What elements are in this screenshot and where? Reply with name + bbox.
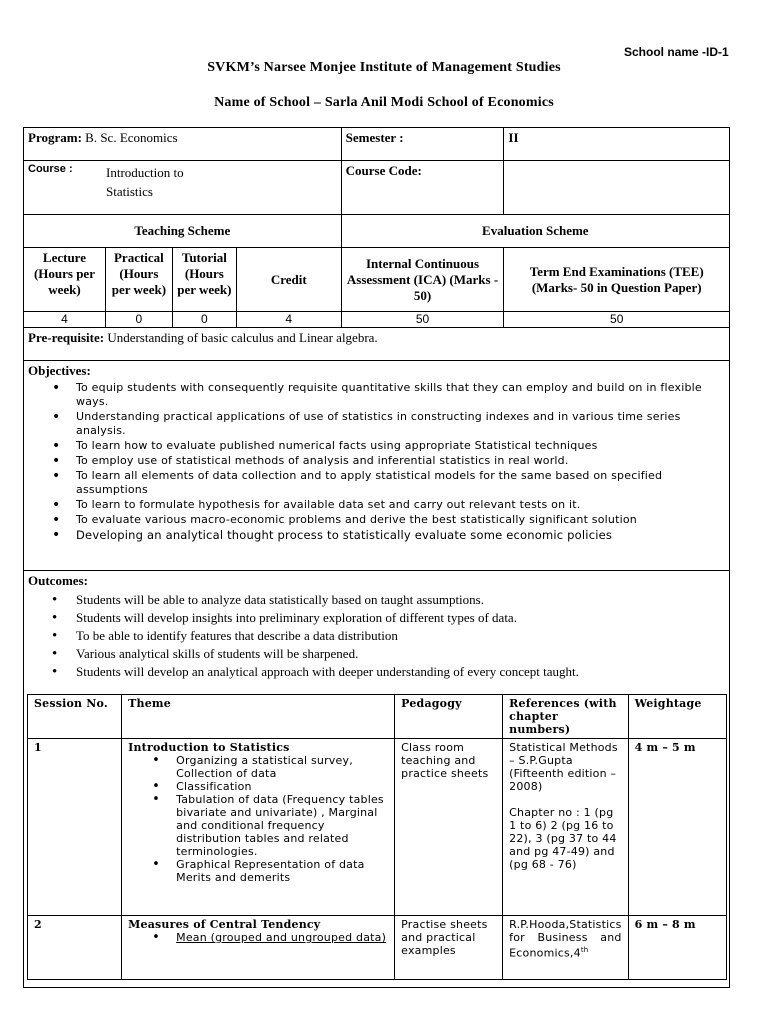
prerequisite-label: Pre-requisite: <box>28 330 105 345</box>
list-item: • Various analytical skills of students will be sharpened. <box>76 645 725 663</box>
list-item: • Organizing a statistical survey, Collection of data <box>176 754 388 780</box>
ica-value: 50 <box>341 312 504 328</box>
program-label: Program: <box>28 130 82 145</box>
list-item: • Students will develop an analytical approach with deeper understanding of every concept taught. <box>76 663 725 681</box>
list-item: • To equip students with consequently requisite quantitative skills that they can employ and build on in flexible ways. <box>76 381 725 409</box>
objectives-label: Objectives: <box>28 363 91 378</box>
weightage-cell: 4 m – 5 m <box>628 739 726 916</box>
session-no: 2 <box>28 916 122 980</box>
list-item: • To evaluate various macro-economic problems and derive the best statistically significant solution <box>76 513 725 527</box>
list-item: • To learn to formulate hypothesis for available data set and carry out relevant tests on it. <box>76 498 725 512</box>
pedagogy-cell: Class room teaching and practice sheets <box>395 739 503 916</box>
list-item: • Tabulation of data (Frequency tables bivariate and univariate) , Marginal and conditional frequency distribution tables and related terminologies. <box>176 793 388 858</box>
theme-title: Introduction to Statistics <box>128 741 290 754</box>
course-code-value <box>504 161 730 215</box>
theme-cell <box>122 739 395 916</box>
list-item: • Understanding practical applications of use of statistics in constructing indexes and in various time series analysis. <box>76 410 725 438</box>
lecture-header: Lecture (Hours per week) <box>24 248 106 312</box>
outcomes-label: Outcomes: <box>28 573 88 588</box>
tutorial-header: Tutorial (Hours per week) <box>172 248 236 312</box>
evaluation-scheme-heading: Evaluation Scheme <box>341 215 729 248</box>
list-item: • Students will be able to analyze data statistically based on taught assumptions. <box>76 591 725 609</box>
prerequisite-cell <box>24 328 730 361</box>
lecture-value: 4 <box>24 312 106 328</box>
list-item: • To be able to identify features that describe a data distribution <box>76 627 725 645</box>
theme-header: Theme <box>122 695 395 739</box>
list-item: • Graphical Representation of data Merits and demerits <box>176 858 388 884</box>
course-value: Introduction to Statistics <box>106 165 184 199</box>
objectives-cell <box>24 361 730 571</box>
list-item: • To employ use of statistical methods of analysis and inferential statistics in real world. <box>76 454 725 468</box>
sessions-table <box>27 694 727 980</box>
course-cell <box>24 161 342 215</box>
semester-value: II <box>504 128 730 161</box>
session-no: 1 <box>28 739 122 916</box>
session-header: Session No. <box>28 695 122 739</box>
references-cell <box>503 739 628 916</box>
references-header: References (with chapter numbers) <box>503 695 628 739</box>
objectives-list <box>28 381 725 542</box>
theme-title: Measures of Central Tendency <box>128 918 321 931</box>
course-code-label: Course Code: <box>341 161 504 215</box>
program-value: B. Sc. Economics <box>85 130 178 145</box>
tee-header: Term End Examinations (TEE) (Marks- 50 in Question Paper) <box>504 248 730 312</box>
practical-header: Practical (Hours per week) <box>105 248 172 312</box>
credit-value: 4 <box>236 312 341 328</box>
theme-cell <box>122 916 395 980</box>
semester-label: Semester : <box>341 128 504 161</box>
tee-value: 50 <box>504 312 730 328</box>
reference-book: Statistical Methods – S.P.Gupta (Fifteenth edition – 2008) <box>509 741 618 793</box>
reference-text: R.P.Hooda,Statistics for Business and Economics,4 <box>509 918 622 960</box>
list-item: • Classification <box>176 780 388 793</box>
program-cell <box>24 128 342 161</box>
list-item: • Students will develop insights into preliminary exploration of different types of data. <box>76 609 725 627</box>
institute-title: SVKM’s Narsee Monjee Institute of Management Studies <box>207 60 561 75</box>
prerequisite-value: Understanding of basic calculus and Linear algebra. <box>107 330 378 345</box>
ica-header: Internal Continuous Assessment (ICA) (Marks - 50) <box>341 248 504 312</box>
list-item: • To learn all elements of data collection and to apply statistical models for the same based on specified assumptions <box>76 469 725 497</box>
references-cell <box>503 916 628 980</box>
school-id: School name -ID-1 <box>624 45 729 59</box>
school-title: Name of School – Sarla Anil Modi School of Economics <box>214 95 554 110</box>
reference-chapters: Chapter no : 1 (pg 1 to 6) 2 (pg 16 to 22), 3 (pg 37 to 44 and pg 47-49) and (pg 68 - 76) <box>509 806 617 871</box>
list-item: • Developing an analytical thought process to statistically evaluate some economic policies <box>76 528 725 542</box>
reference-superscript: th <box>580 946 589 954</box>
list-item: • To learn how to evaluate published numerical facts using appropriate Statistical techniques <box>76 439 725 453</box>
credit-header: Credit <box>236 248 341 312</box>
weightage-cell: 6 m – 8 m <box>628 916 726 980</box>
outcomes-list <box>28 591 725 681</box>
weightage-header: Weightage <box>628 695 726 739</box>
pedagogy-cell: Practise sheets and practical examples <box>395 916 503 980</box>
list-item: • Mean (grouped and ungrouped data) <box>176 931 388 944</box>
pedagogy-header: Pedagogy <box>395 695 503 739</box>
practical-value: 0 <box>105 312 172 328</box>
tutorial-value: 0 <box>172 312 236 328</box>
teaching-scheme-heading: Teaching Scheme <box>24 215 342 248</box>
course-label: Course : <box>28 163 73 175</box>
topic-list <box>128 931 388 944</box>
topic-list <box>128 754 388 884</box>
